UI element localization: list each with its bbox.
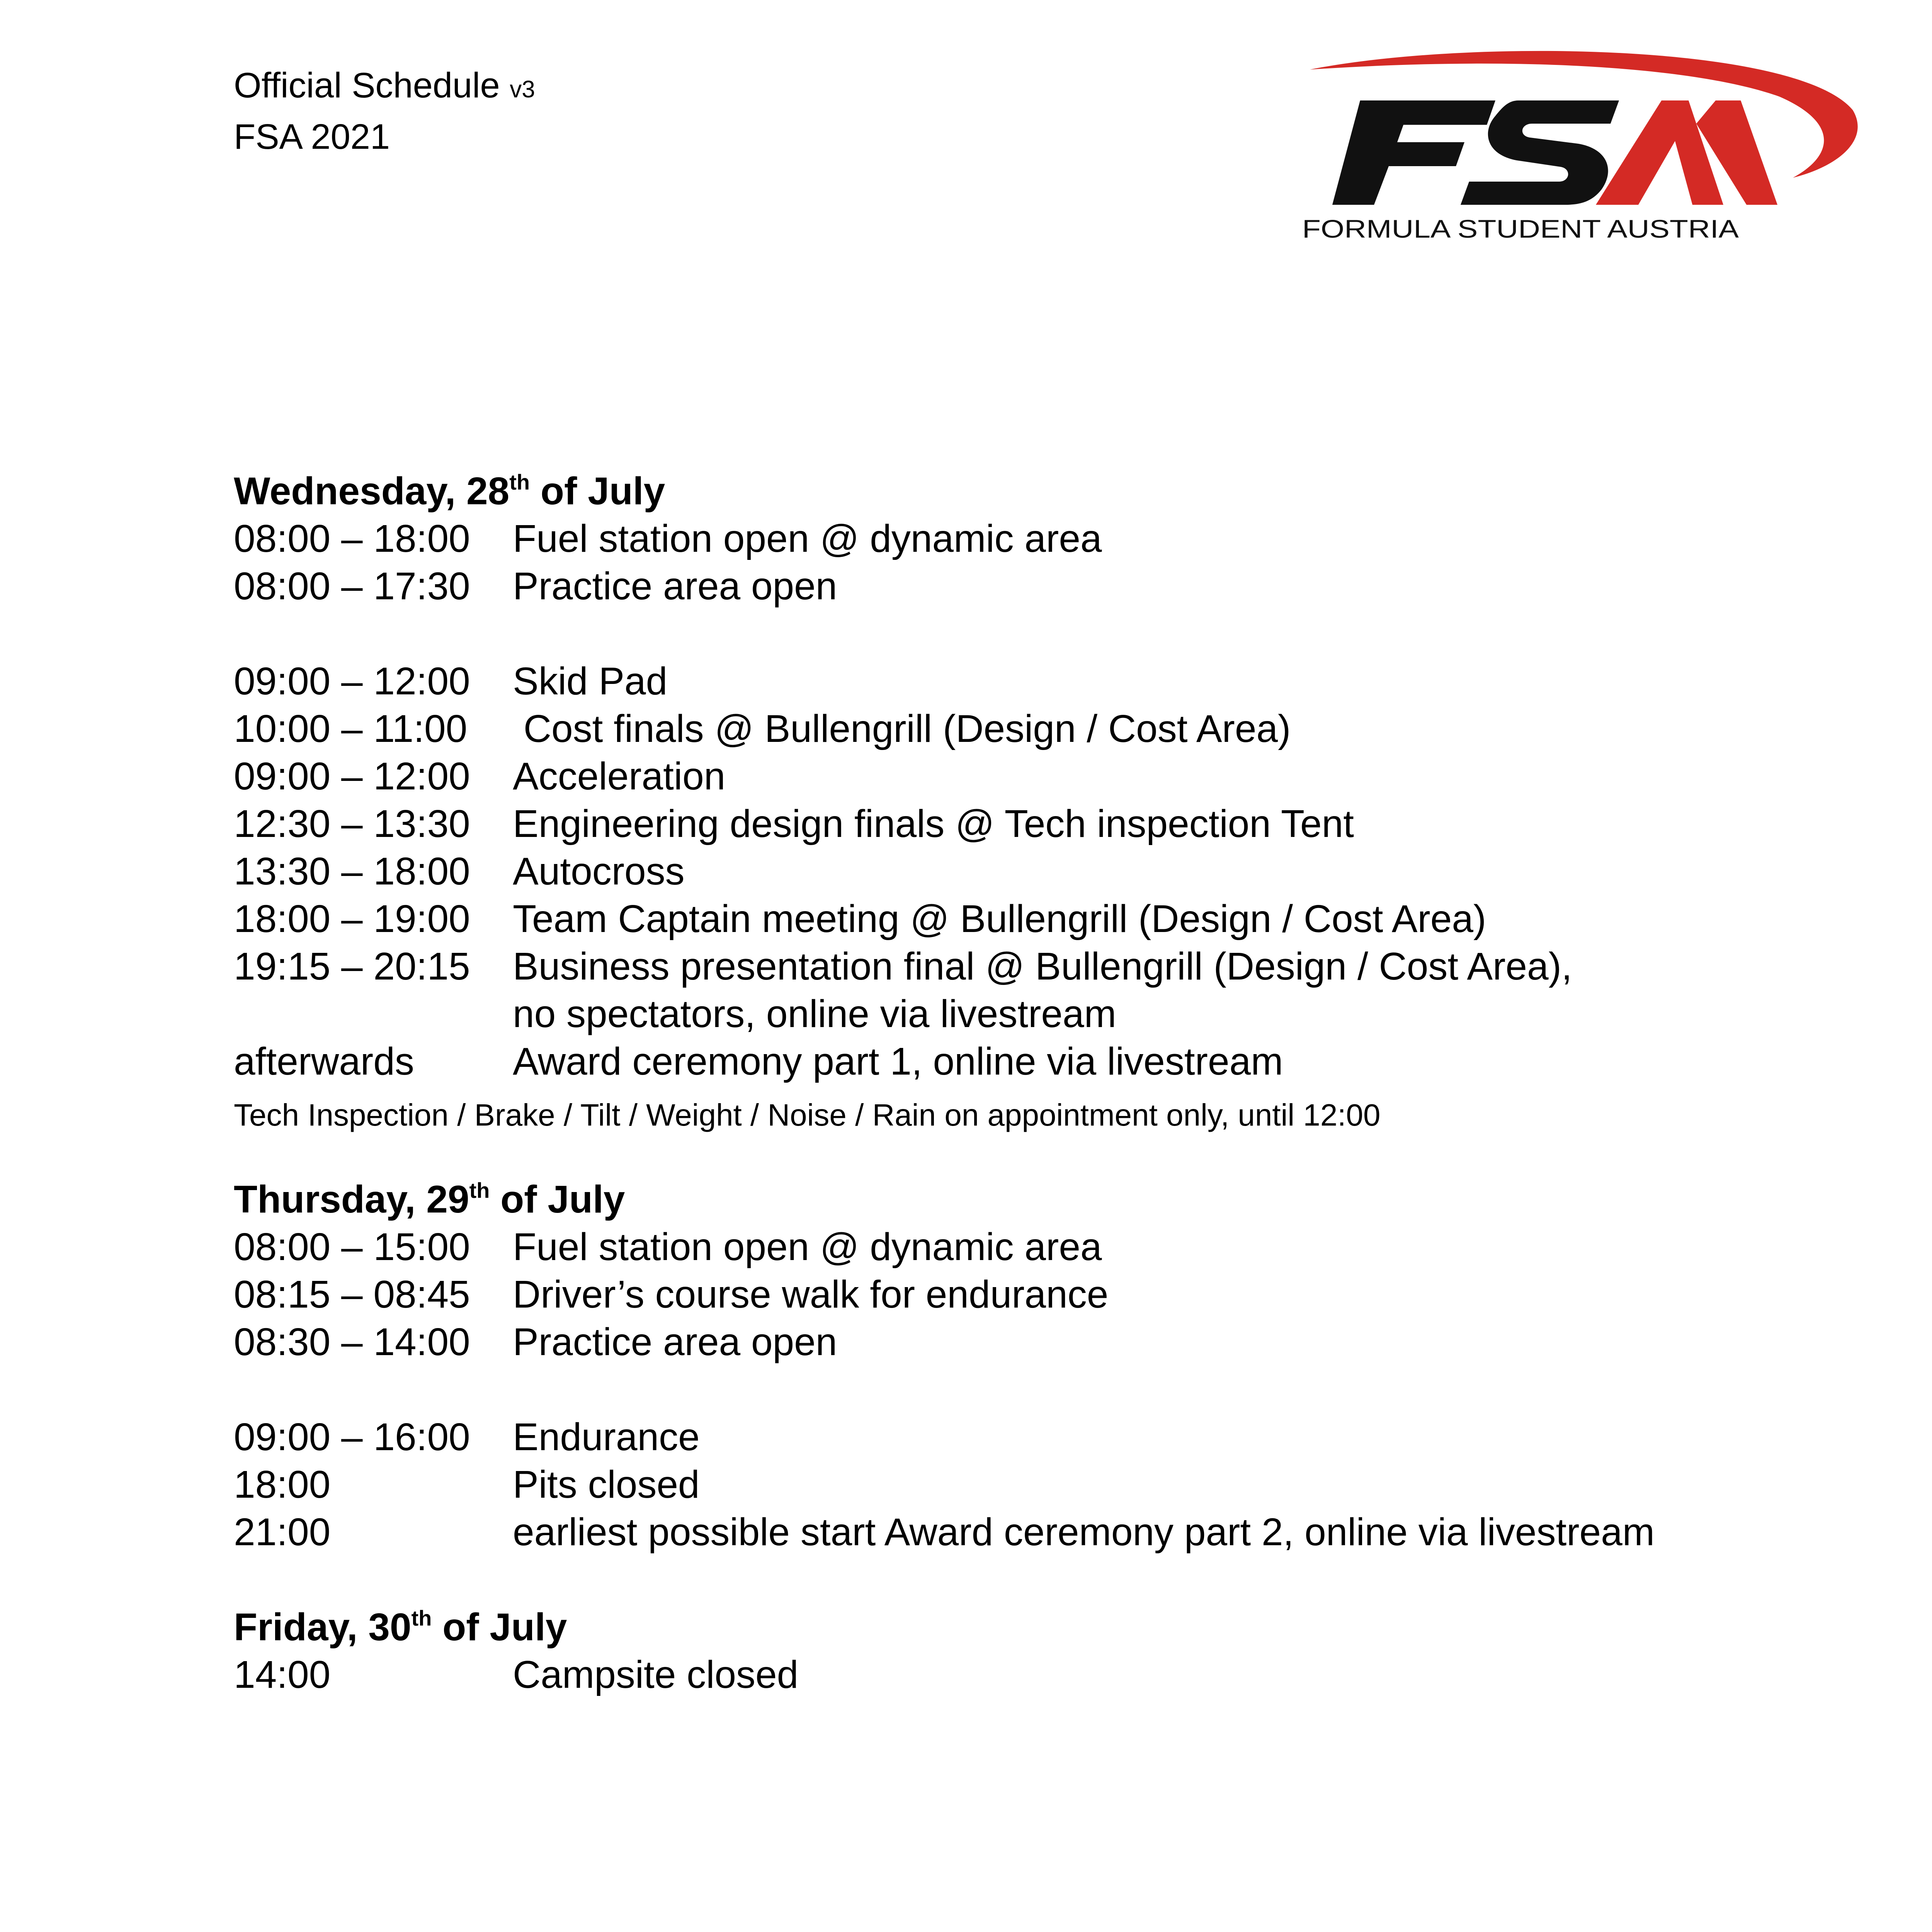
event-time: 09:00 – 12:00 — [234, 660, 470, 703]
document-header — [234, 62, 535, 160]
schedule-row — [234, 895, 1779, 943]
schedule-row — [234, 1223, 1779, 1271]
schedule-row — [234, 753, 1779, 800]
schedule-row — [234, 1461, 1779, 1509]
event-description: Driver’s course walk for endurance — [513, 1273, 1109, 1316]
schedule-row — [234, 943, 1779, 990]
event-description: Acceleration — [513, 755, 726, 798]
event-time: 14:00 — [234, 1653, 331, 1696]
event-time: 18:00 — [234, 1463, 331, 1506]
event-description: Fuel station open @ dynamic area — [513, 1225, 1102, 1269]
event-time: 10:00 – 11:00 — [234, 707, 468, 750]
schedule-row — [234, 658, 1779, 705]
event-description: Cost finals @ Bullengrill (Design / Cost Area) — [513, 707, 1291, 750]
event-description: Autocross — [513, 850, 685, 893]
event-time: 08:00 – 17:30 — [234, 565, 470, 608]
schedule-row — [234, 1271, 1779, 1318]
event-time: 09:00 – 16:00 — [234, 1415, 470, 1459]
schedule-row — [234, 800, 1779, 848]
event-time: 09:00 – 12:00 — [234, 755, 470, 798]
day-heading-wednesday: Wednesday, 28th of July — [234, 469, 665, 513]
event-description: Award ceremony part 1, online via livestream — [513, 1040, 1283, 1083]
schedule-row — [234, 1038, 1779, 1085]
event-description: Fuel station open @ dynamic area — [513, 517, 1102, 560]
day-heading-thursday: Thursday, 29th of July — [234, 1178, 625, 1221]
event-time: 19:15 – 20:15 — [234, 945, 470, 988]
event-time: 12:30 – 13:30 — [234, 802, 470, 845]
event-name: FSA 2021 — [234, 117, 390, 156]
event-description: Pits closed — [513, 1463, 700, 1506]
wednesday-block-1 — [234, 515, 1779, 610]
schedule-row — [234, 1509, 1779, 1556]
event-description: Business presentation final @ Bullengrill (Design / Cost Area), — [513, 945, 1572, 988]
event-description: earliest possible start Award ceremony part 2, online via livestream — [513, 1510, 1655, 1554]
wednesday-block-2 — [234, 658, 1779, 1085]
event-description: Engineering design finals @ Tech inspection Tent — [513, 802, 1354, 845]
event-description: Skid Pad — [513, 660, 668, 703]
schedule-row — [234, 705, 1779, 753]
tech-inspection-note: Tech Inspection / Brake / Tilt / Weight / Noise / Rain on appointment only, until 12:00 — [234, 1098, 1381, 1132]
schedule — [234, 468, 1779, 1699]
schedule-row — [234, 848, 1779, 895]
event-time — [234, 990, 513, 1038]
schedule-row — [234, 1651, 1779, 1699]
friday-block-1 — [234, 1651, 1779, 1699]
event-time: 08:00 – 18:00 — [234, 517, 470, 560]
thursday-block-2 — [234, 1413, 1779, 1556]
day-heading-friday: Friday, 30th of July — [234, 1605, 567, 1649]
event-time: 08:30 – 14:00 — [234, 1320, 470, 1364]
event-description: no spectators, online via livestream — [513, 992, 1116, 1036]
schedule-row — [234, 1318, 1779, 1366]
logo-tagline: FORMULA STUDENT AUSTRIA — [1302, 214, 1739, 243]
event-time: 08:00 – 15:00 — [234, 1225, 470, 1269]
event-description: Practice area open — [513, 565, 837, 608]
event-description: Team Captain meeting @ Bullengrill (Design / Cost Area) — [513, 897, 1486, 940]
event-description: Practice area open — [513, 1320, 837, 1364]
event-time: afterwards — [234, 1040, 414, 1083]
event-description: Campsite closed — [513, 1653, 799, 1696]
event-time: 18:00 – 19:00 — [234, 897, 470, 940]
event-time: 21:00 — [234, 1510, 331, 1554]
schedule-row-continuation — [234, 990, 1779, 1038]
schedule-row — [234, 563, 1779, 610]
thursday-block-1 — [234, 1223, 1779, 1366]
event-description: Endurance — [513, 1415, 700, 1459]
schedule-row — [234, 515, 1779, 563]
schedule-row — [234, 1413, 1779, 1461]
fsa-logo — [1302, 43, 1859, 243]
event-time: 08:15 – 08:45 — [234, 1273, 470, 1316]
document-title-line — [234, 62, 535, 113]
document-title: Official Schedule — [234, 66, 500, 105]
event-time: 13:30 – 18:00 — [234, 850, 470, 893]
document-version: v3 — [510, 76, 535, 103]
